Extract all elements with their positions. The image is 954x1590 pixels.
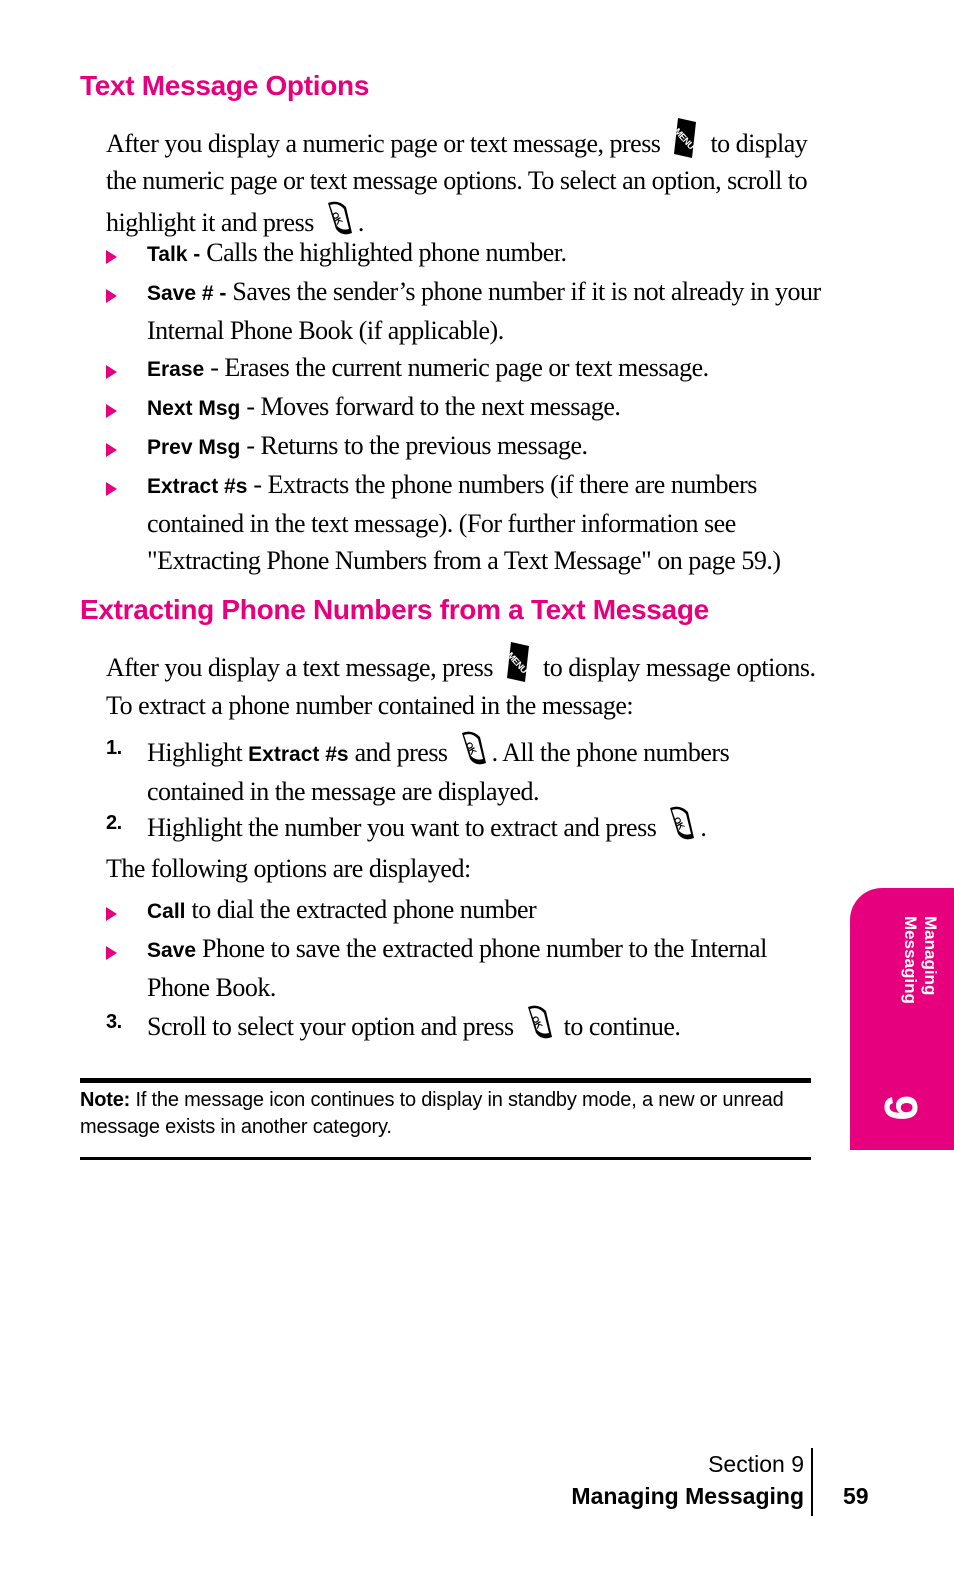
option-term: Save # - [147,282,227,305]
note-label: Note: [80,1089,131,1111]
section-heading-text-message-options: Text Message Options [80,70,370,101]
footer-section-label: Section 9 [708,1451,804,1477]
footer-divider [811,1448,813,1516]
step-number: 1. [106,737,122,759]
footer-section-title: Managing Messaging [571,1483,804,1509]
tab-label-line-1: Managing [921,916,940,996]
note-top-rule [80,1078,811,1083]
option-text: - Extracts the phone numbers (if there are numbers contained in the text message). (For further information see "Extracting Phone Numbers from a Text Message" on page 59.) [147,470,781,575]
step-1 [106,729,826,810]
intro-text-before-menu: After you display a text message, press [106,653,494,682]
option-term: Extract #s [147,475,248,498]
step-text-before: Highlight [147,738,243,767]
menu-key-icon [670,116,700,160]
sub-option-save [106,930,826,1006]
step-text-middle: and press [354,738,448,767]
intro-text-after-menu: to display message options. [543,653,816,682]
triangle-bullet-icon [106,250,117,264]
step-number: 2. [106,812,122,834]
option-erase [106,349,826,388]
menu-key-icon [503,640,533,684]
section-heading-extracting-phone-numbers: Extracting Phone Numbers from a Text Message [80,594,709,625]
option-term: Prev Msg [147,436,241,459]
triangle-bullet-icon [106,443,117,457]
intro-text-before-menu: After you display a numeric page or text message, press [106,129,661,158]
option-text: Phone to save the extracted phone number to the Internal Phone Book. [147,934,767,1002]
triangle-bullet-icon [106,907,117,921]
note-text: If the message icon continues to display in standby mode, a new or unread message exists in another category. [80,1089,784,1138]
extracting-intro [106,640,826,686]
triangle-bullet-icon [106,482,117,496]
intro-text-end: . [357,208,364,237]
triangle-bullet-icon [106,946,117,960]
option-text: to dial the extracted phone number [191,895,537,924]
section-thumb-tab-number: 9 [875,1095,927,1121]
option-next-msg [106,388,826,427]
option-text: - Erases the current numeric page or text message. [210,353,709,382]
triangle-bullet-icon [106,289,117,303]
following-options-lead: The following options are displayed: [106,854,471,883]
option-term: Save [147,939,197,962]
ok-key-label: OK [329,210,345,226]
step-number: 3. [106,1011,122,1033]
step-3 [106,1003,826,1045]
ok-key-icon [666,804,696,844]
step-text-before: Highlight the number you want to extract and press [147,813,657,842]
option-text: - Returns to the previous message. [246,431,588,460]
ok-key-icon [524,1003,554,1043]
note-bottom-rule [80,1157,811,1160]
option-text: Calls the highlighted phone number. [206,238,567,267]
step-term: Extract #s [248,743,349,766]
option-text: - Moves forward to the next message. [246,392,621,421]
intro-text-after-menu: to display the numeric page or text message options. To select an option, scroll to highlight it and press [106,129,808,237]
option-text: Saves the sender’s phone number if it is not already in your Internal Phone Book (if applicable). [147,277,821,345]
option-term: Next Msg [147,397,241,420]
option-talk [106,234,826,273]
step-2 [106,804,826,846]
triangle-bullet-icon [106,404,117,418]
option-term: Call [147,900,186,923]
option-term: Erase [147,358,205,381]
ok-key-icon [324,199,354,239]
option-term: Talk - [147,243,201,266]
ok-key-label: OK [463,740,479,756]
tab-label-line-2: Messaging [901,916,920,1004]
page-number: 59 [843,1483,869,1509]
step-text-after: . [700,813,707,842]
step-text-before: Scroll to select your option and press [147,1012,514,1041]
option-extract-numbers [106,466,826,579]
menu-key-label: MENU [505,650,530,676]
ok-key-icon [458,729,488,769]
note-box [80,1087,820,1141]
step-text-after: to continue. [563,1012,681,1041]
section-thumb-tab-label [900,916,940,1004]
ok-key-label: OK [671,815,687,831]
text-message-options-intro [106,116,826,241]
option-prev-msg [106,427,826,466]
sub-option-call [106,891,826,930]
menu-key-label: MENU [672,126,697,152]
triangle-bullet-icon [106,365,117,379]
ok-key-label: OK [529,1014,545,1030]
option-save-number [106,273,826,349]
extracting-lead: To extract a phone number contained in the message: [106,691,634,720]
step-text-after: . All the phone numbers contained in the message are displayed. [147,738,730,806]
